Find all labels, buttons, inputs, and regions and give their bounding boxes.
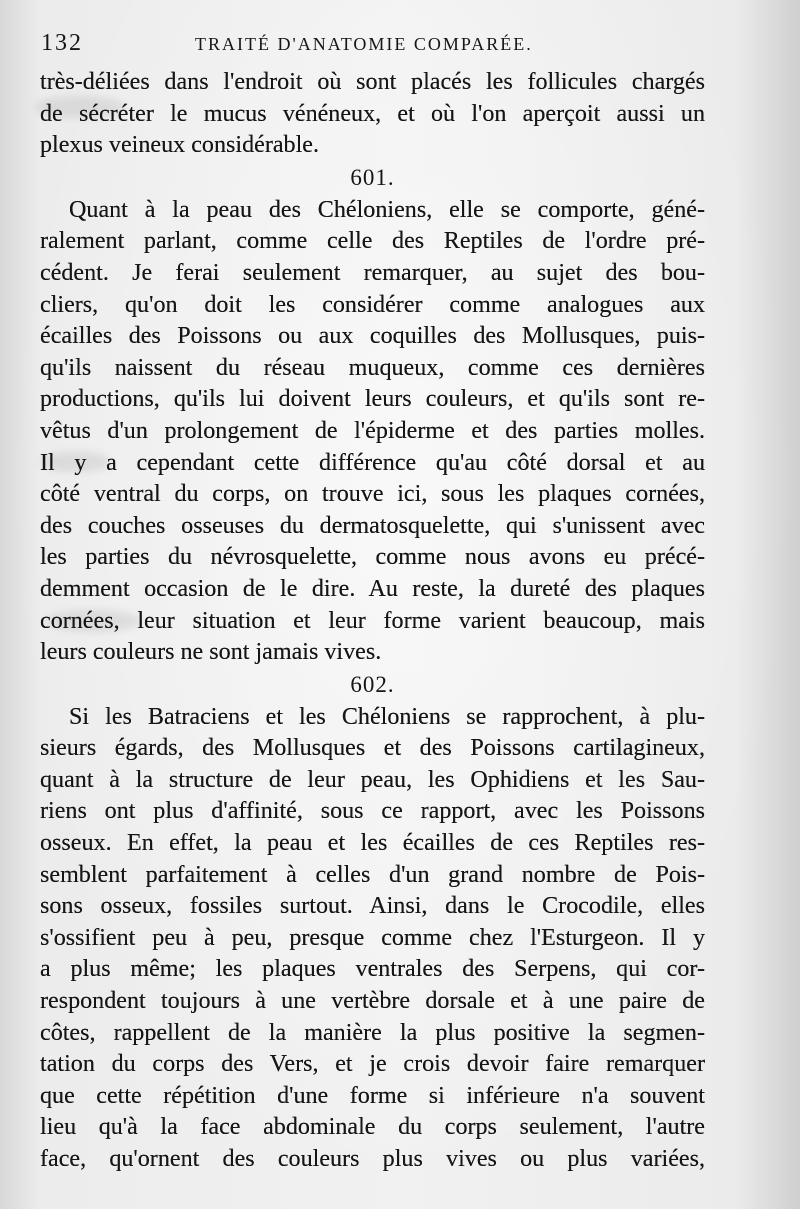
- text-line: cliers, qu'on doit les considérer comme analogues aux: [40, 291, 705, 318]
- page-body-text: [40, 67, 705, 1176]
- text-line: lieu qu'à la face abdominale du corps seulement, l'autre: [40, 1114, 705, 1141]
- text-line: vêtus d'un prolongement de l'épiderme et des parties molles.: [40, 417, 705, 444]
- text-line: très-déliées dans l'endroit où sont placés les follicules chargés: [40, 69, 705, 95]
- text-line: cédent. Je ferai seulement remarquer, au sujet des bou-: [40, 259, 705, 286]
- text-line: s'ossifient peu à peu, presque comme chez l'Esturgeon. Il y: [40, 924, 705, 951]
- text-line: sons osseux, fossiles surtout. Ainsi, dans le Crocodile, elles: [40, 893, 705, 920]
- text-line: demment occasion de le dire. Au reste, la dureté des plaques: [40, 575, 705, 602]
- page-header: [41, 30, 741, 64]
- text-line: tation du corps des Vers, et je crois devoir faire remarquer: [40, 1051, 705, 1078]
- paragraph-first-line: Quant à la peau des Chéloniens, elle se comporte, géné-: [69, 196, 705, 223]
- text-line: les parties du névrosquelette, comme nous avons eu précé-: [40, 544, 705, 571]
- text-line: que cette répétition d'une forme si inférieure n'a souvent: [40, 1082, 705, 1109]
- text-line: face, qu'ornent des couleurs plus vives ou plus variées,: [40, 1146, 705, 1172]
- text-line: de sécréter le mucus vénéneux, et où l'on aperçoit aussi un: [40, 100, 705, 127]
- text-line: écailles des Poissons ou aux coquilles des Mollusques, puis-: [40, 323, 705, 350]
- text-line: leurs couleurs ne sont jamais vives.: [40, 639, 382, 666]
- text-line: ralement parlant, comme celle des Reptiles de l'ordre pré-: [40, 228, 705, 255]
- section-number: 602.: [350, 671, 395, 697]
- paragraph-first-line: Si les Batraciens et les Chéloniens se rapprochent, à plu-: [69, 703, 705, 730]
- running-head: TRAITÉ D'ANATOMIE COMPARÉE.: [195, 34, 533, 54]
- text-line: des couches osseuses du dermatosquelette, qui s'unissent avec: [40, 512, 705, 539]
- text-line: a plus même; les plaques ventrales des Serpens, qui cor-: [40, 956, 705, 983]
- text-line: riens ont plus d'affinité, sous ce rapport, avec les Poissons: [40, 798, 705, 825]
- text-line: osseux. En effet, la peau et les écailles de ces Reptiles res-: [40, 830, 705, 857]
- text-line: respondent toujours à une vertèbre dorsale et à une paire de: [40, 988, 705, 1015]
- text-line: cornées, leur situation et leur forme varient beaucoup, mais: [40, 607, 705, 634]
- text-line: qu'ils naissent du réseau muqueux, comme ces dernières: [40, 354, 705, 381]
- text-line: plexus veineux considérable.: [40, 132, 319, 159]
- page-number: 132: [41, 30, 83, 56]
- section-number: 601.: [350, 164, 395, 190]
- text-line: productions, qu'ils lui doivent leurs couleurs, et qu'ils sont re-: [40, 386, 705, 413]
- text-line: sieurs égards, des Mollusques et des Poissons cartilagineux,: [40, 735, 705, 762]
- text-line: quant à la structure de leur peau, les Ophidiens et les Sau-: [40, 766, 705, 793]
- text-line: Il y a cependant cette différence qu'au côté dorsal et au: [40, 449, 705, 476]
- text-line: côté ventral du corps, on trouve ici, sous les plaques cornées,: [40, 481, 705, 508]
- text-line: semblent parfaitement à celles d'un grand nombre de Pois-: [40, 861, 705, 888]
- text-line: côtes, rappellent de la manière la plus positive la segmen-: [40, 1019, 705, 1046]
